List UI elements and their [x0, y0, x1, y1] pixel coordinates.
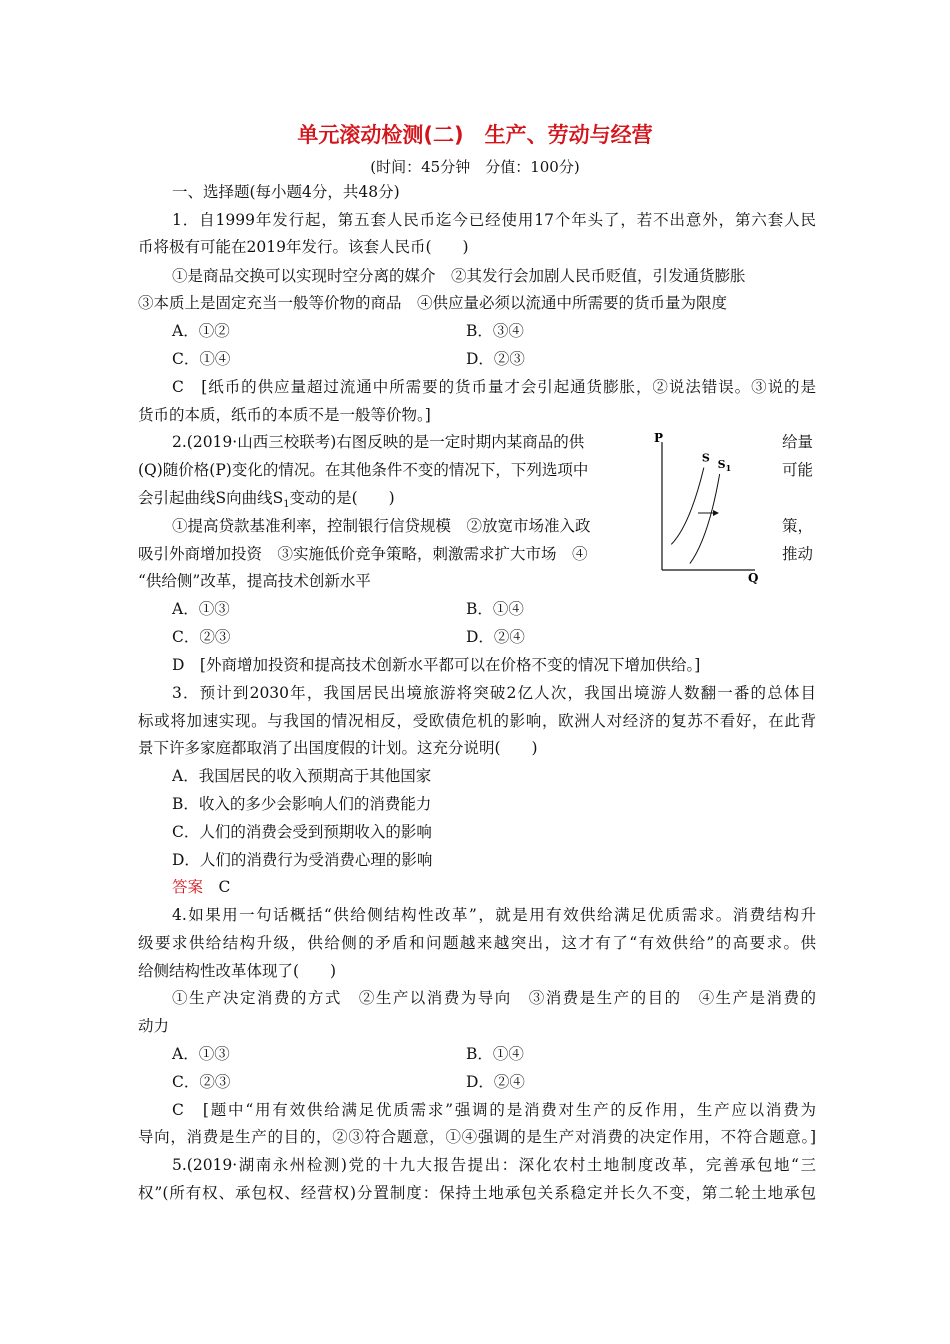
q2-line-4-right: 策，: [782, 517, 814, 535]
q1-choice-d: D．②③: [466, 350, 525, 368]
q2-line-5: 吸引外商增加投资 ③实施低价竞争策略，刺激需求扩大市场 ④: [138, 545, 588, 563]
q1-answer-line-1: C [纸币的供应量超过流通中所需要的货币量才会引起通货膨胀，②说法错误。③说的是: [172, 378, 816, 396]
q1-choice-c: C．①④: [172, 350, 231, 368]
q1-choice-a: A．①②: [172, 322, 230, 340]
y-axis-label: P: [654, 431, 664, 445]
q4-answer-line-1: C [题中“用有效供给满足优质需求”强调的是消费对生产的反作用，生产应以消费为: [172, 1101, 816, 1119]
q2-line-1: 2.(2019·山西三校联考)右图反映的是一定时期内某商品的供: [172, 433, 585, 451]
q2-line-3: 会引起曲线S向曲线$S_1$变动的是( ): [138, 489, 395, 511]
q2-choice-a: A．①③: [172, 600, 230, 618]
q5-line-1: 5.(2019·湖南永州检测)党的十九大报告提出：深化农村土地制度改革，完善承包地“三: [172, 1156, 816, 1174]
q4-option-line-2: 动力: [138, 1017, 170, 1035]
answer-value: C: [218, 878, 231, 896]
series-s-label: S: [701, 451, 710, 465]
q4-line-1: 4.如果用一句话概括“供给侧结构性改革”，就是用有效供给满足优质需求。消费结构升: [172, 906, 816, 924]
q3-choice-d: D．人们的消费行为受消费心理的影响: [172, 851, 433, 869]
page-title: 单元滚动检测(二) 生产、劳动与经营: [297, 123, 653, 147]
q4-line-2: 级要求供给结构升级，供给侧的矛盾和问题越来越突出，这才有了“有效供给”的高要求。供: [138, 934, 816, 952]
q3-choice-c: C．人们的消费会受到预期收入的影响: [172, 823, 432, 841]
q1-option-line-1: ①是商品交换可以实现时空分离的媒介 ②其发行会加剧人民币贬值，引发通货膨胀: [172, 267, 746, 285]
page-subtitle: (时间：45分钟 分值：100分): [370, 158, 580, 176]
q1-option-line-2: ③本质上是固定充当一般等价物的商品 ④供应量必须以流通中所需要的货币量为限度: [138, 294, 728, 312]
q2-line-6: “供给侧”改革，提高技术创新水平: [138, 572, 371, 590]
q2-choice-c: C．②③: [172, 628, 231, 646]
series-s1-line: [690, 474, 720, 564]
supply-curve-chart: [650, 430, 780, 585]
q3-choice-b: B．收入的多少会影响人们的消费能力: [172, 795, 432, 813]
q3-answer: [172, 876, 230, 898]
q5-line-2: 权”(所有权、承包权、经营权)分置制度：保持土地承包关系稳定并长久不变，第二轮土地承包: [138, 1184, 816, 1202]
q1-line-1: 1．自1999年发行起，第五套人民币迄今已经使用17个年头了，若不出意外，第六套人民: [172, 211, 816, 229]
x-axis-label: Q: [748, 571, 759, 585]
q3-line-1: 3．预计到2030年，我国居民出境旅游将突破2亿人次，我国出境游人数翻一番的总体目: [172, 684, 816, 702]
section-heading: 一、选择题(每小题4分，共48分): [172, 183, 400, 201]
q2-line-2-right: 可能: [782, 461, 814, 479]
q4-choice-c: C．②③: [172, 1073, 231, 1091]
q1-line-2: 币将极有可能在2019年发行。该套人民币( ): [138, 238, 469, 256]
q2-line-4: ①提高贷款基准利率，控制银行信贷规模 ②放宽市场准入政: [172, 517, 591, 535]
q4-option-line-1: ①生产决定消费的方式 ②生产以消费为导向 ③消费是生产的目的 ④生产是消费的: [172, 989, 816, 1007]
q2-line-5-right: 推动: [782, 545, 814, 563]
series-s1-label: $S_1$: [717, 458, 732, 473]
answer-label: 答案: [172, 878, 204, 896]
q4-answer-line-2: 导向，消费是生产的目的，②③符合题意，①④强调的是生产对消费的决定作用，不符合题意。]: [138, 1128, 816, 1146]
q3-line-3: 景下许多家庭都取消了出国度假的计划。这充分说明( ): [138, 739, 538, 757]
q2-line-2: (Q)随价格(P)变化的情况。在其他条件不变的情况下，下列选项中: [138, 461, 589, 479]
q3-choice-a: A．我国居民的收入预期高于其他国家: [172, 767, 432, 785]
q4-choice-a: A．①③: [172, 1045, 230, 1063]
q1-answer-line-2: 货币的本质，纸币的本质不是一般等价物。]: [138, 406, 431, 424]
q4-choice-b: B．①④: [466, 1045, 524, 1063]
q4-choice-d: D．②④: [466, 1073, 525, 1091]
q2-answer: D [外商增加投资和提高技术创新水平都可以在价格不变的情况下增加供给。]: [172, 656, 701, 674]
q2-choice-d: D．②④: [466, 628, 525, 646]
q2-choice-b: B．①④: [466, 600, 524, 618]
q3-line-2: 标或将加速实现。与我国的情况相反，受欧债危机的影响，欧洲人对经济的复苏不看好，在此背: [138, 712, 816, 730]
q1-choice-b: B．③④: [466, 322, 524, 340]
series-s-line: [671, 468, 704, 545]
q2-line-1-right: 给量: [782, 433, 814, 451]
q4-line-3: 给侧结构性改革体现了( ): [138, 962, 337, 980]
